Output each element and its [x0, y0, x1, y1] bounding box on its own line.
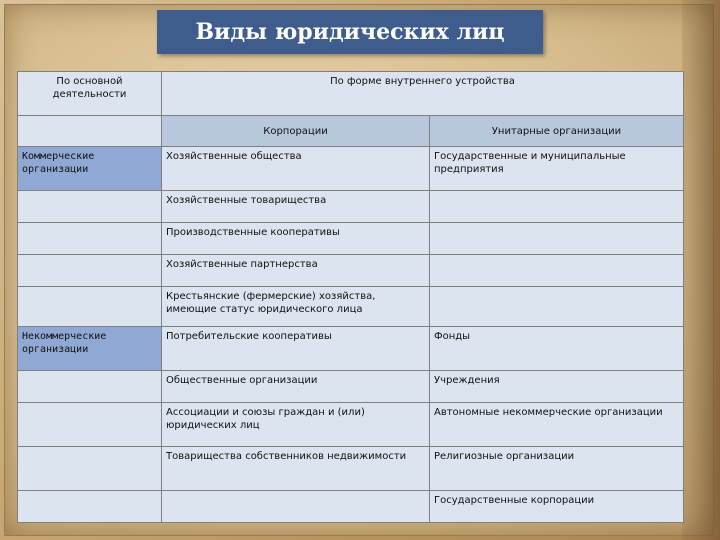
corp-cell: Хозяйственные товарищества — [162, 191, 430, 223]
table-row — [18, 223, 684, 255]
unitary-cell: Государственные и муниципальные предприятия — [430, 147, 684, 191]
empty-cell — [18, 223, 162, 255]
corp-cell: Хозяйственные партнерства — [162, 255, 430, 287]
unitary-cell — [430, 287, 684, 327]
unitary-cell — [430, 191, 684, 223]
corp-cell: Товарищества собственников недвижимости — [162, 447, 430, 491]
table-row — [18, 447, 684, 491]
unitary-cell — [430, 223, 684, 255]
paper-edge — [682, 0, 720, 540]
header-by-activity: По основной деятельности — [18, 72, 162, 116]
table-row — [18, 255, 684, 287]
noncommercial-label: Некоммерческие организации — [18, 327, 162, 371]
unitary-cell: Религиозные организации — [430, 447, 684, 491]
table-row — [18, 403, 684, 447]
header-corporations: Корпорации — [162, 116, 430, 147]
corp-cell — [162, 491, 430, 523]
corp-cell: Потребительские кооперативы — [162, 327, 430, 371]
corp-cell: Производственные кооперативы — [162, 223, 430, 255]
empty-cell — [18, 191, 162, 223]
table-row — [18, 191, 684, 223]
page-title: Виды юридических лиц — [157, 10, 543, 54]
empty-cell — [18, 116, 162, 147]
legal-entities-table — [17, 71, 684, 523]
unitary-cell: Учреждения — [430, 371, 684, 403]
table-row — [18, 327, 684, 371]
empty-cell — [18, 403, 162, 447]
empty-cell — [18, 371, 162, 403]
empty-cell — [18, 287, 162, 327]
unitary-cell — [430, 255, 684, 287]
table-row — [18, 147, 684, 191]
unitary-cell: Автономные некоммерческие организации — [430, 403, 684, 447]
header-by-structure: По форме внутреннего устройства — [162, 72, 684, 116]
commercial-label: Коммерческие организации — [18, 147, 162, 191]
table-row — [18, 491, 684, 523]
corp-cell: Общественные организации — [162, 371, 430, 403]
empty-cell — [18, 491, 162, 523]
empty-cell — [18, 447, 162, 491]
header-unitary: Унитарные организации — [430, 116, 684, 147]
table-row — [18, 371, 684, 403]
corp-cell: Ассоциации и союзы граждан и (или) юридических лиц — [162, 403, 430, 447]
empty-cell — [18, 255, 162, 287]
corp-cell: Крестьянские (фермерские) хозяйства, имеющие статус юридического лица — [162, 287, 430, 327]
unitary-cell: Государственные корпорации — [430, 491, 684, 523]
corp-cell: Хозяйственные общества — [162, 147, 430, 191]
unitary-cell: Фонды — [430, 327, 684, 371]
table-row — [18, 287, 684, 327]
